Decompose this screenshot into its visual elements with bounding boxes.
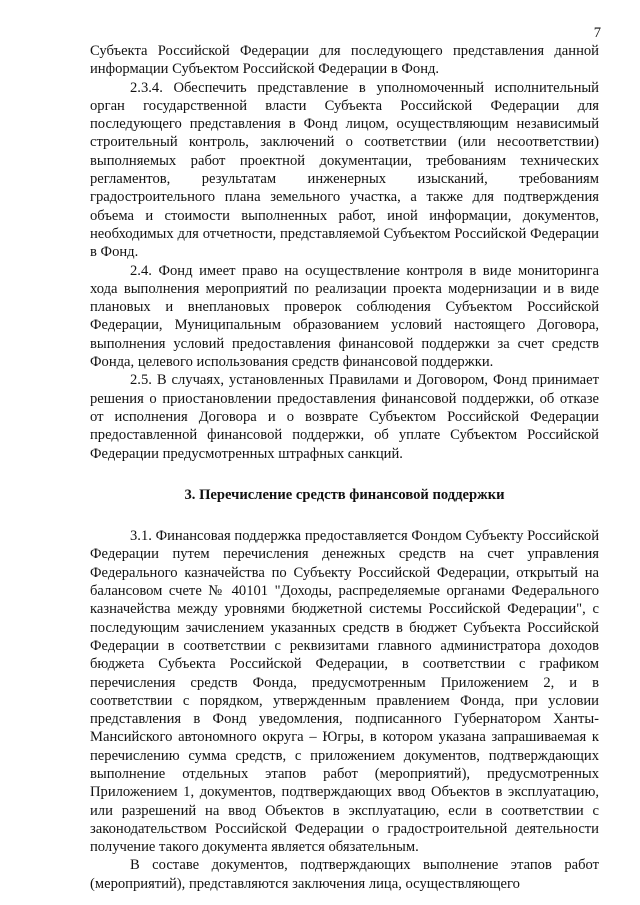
paragraph-2-4: 2.4. Фонд имеет право на осуществление контроля в виде мониторинга хода выполнения мероприятий по реализации проекта модернизации и в виде плановых и внеплановых проверок соблюдения Субъектом Российской Федерации, Муниципальным образованием условий настоящего Договора, выполнения условий предоставления финансовой поддержки за счет средств Фонда, целевого использования средств финансовой поддержки. bbox=[90, 262, 599, 371]
paragraph-2-5: 2.5. В случаях, установленных Правилами и Договором, Фонд принимает решения о приостановлении предоставления финансовой поддержки, об отказе от исполнения Договора и о возврате Субъектом Российской Федерации предоставленной финансовой поддержки, об уплате Субъектом Российской Федерации предусмотренных штрафных санкций. bbox=[90, 372, 599, 462]
section-heading: 3. Перечисление средств финансовой поддержки bbox=[184, 486, 505, 503]
paragraph: Субъекта Российской Федерации для последующего представления данной информации Субъектом Российской Федерации в Фонд. bbox=[90, 43, 599, 78]
paragraph-2-3-4: 2.3.4. Обеспечить представление в уполномоченный исполнительный орган государственной власти Субъекта Российской Федерации для последующего представления в Фонд лицом, осуществляющим независимый строительный контроль, заключений о соответствии (или несоответствии) выполняемых работ проектной документации, требованиям технических регламентов, результатам инженерных изысканий, требованиям градостроительного плана земельного участка, а также для подтверждения объема и стоимости выполненных работ, иной информации, документов, необходимых для отчетности, представляемой Субъектом Российской Федерации в Фонд. bbox=[90, 79, 599, 261]
section-3-body bbox=[90, 527, 599, 893]
paragraph-3-1: 3.1. Финансовая поддержка предоставляется Фондом Субъекту Российской Федерации путем перечисления денежных средств на счет управления Федерального казначейства по Субъекту Российской Федерации, открытый на балансовом счете № 40101 "Доходы, распределяемые органами Федерального казначейства между уровнями бюджетной системы Российской Федерации", с последующим зачислением указанных средств в бюджет Субъекта Российской Федерации в соответствии с реквизитами главного администратора доходов бюджета Субъекта Российской Федерации, в соответствии с графиком перечисления средств Фонда, предусмотренным Приложением 2, и в соответствии с порядком, утвержденным правлением Фонда, при условии представления в Фонд уведомления, подписанного Губернатором Ханты-Мансийского автономного округа – Югры, в котором указана запрашиваемая к перечислению сумма средств, с приложением документов, подтверждающих выполнение отдельных этапов работ (мероприятий), предусмотренных Приложением 1, документов, подтверждающих ввод Объектов в эксплуатацию, или разрешений на ввод Объектов в эксплуатацию, если в соответствии с законодательством Российской Федерации о градостроительной деятельности получение такого документа является обязательным. bbox=[90, 528, 599, 856]
section-2-continuation bbox=[90, 42, 599, 463]
paragraph: В составе документов, подтверждающих выполнение этапов работ (мероприятий), представляются заключения лица, осуществляющего bbox=[90, 857, 599, 892]
document-body bbox=[90, 42, 599, 893]
page-number: 7 bbox=[593, 25, 601, 41]
